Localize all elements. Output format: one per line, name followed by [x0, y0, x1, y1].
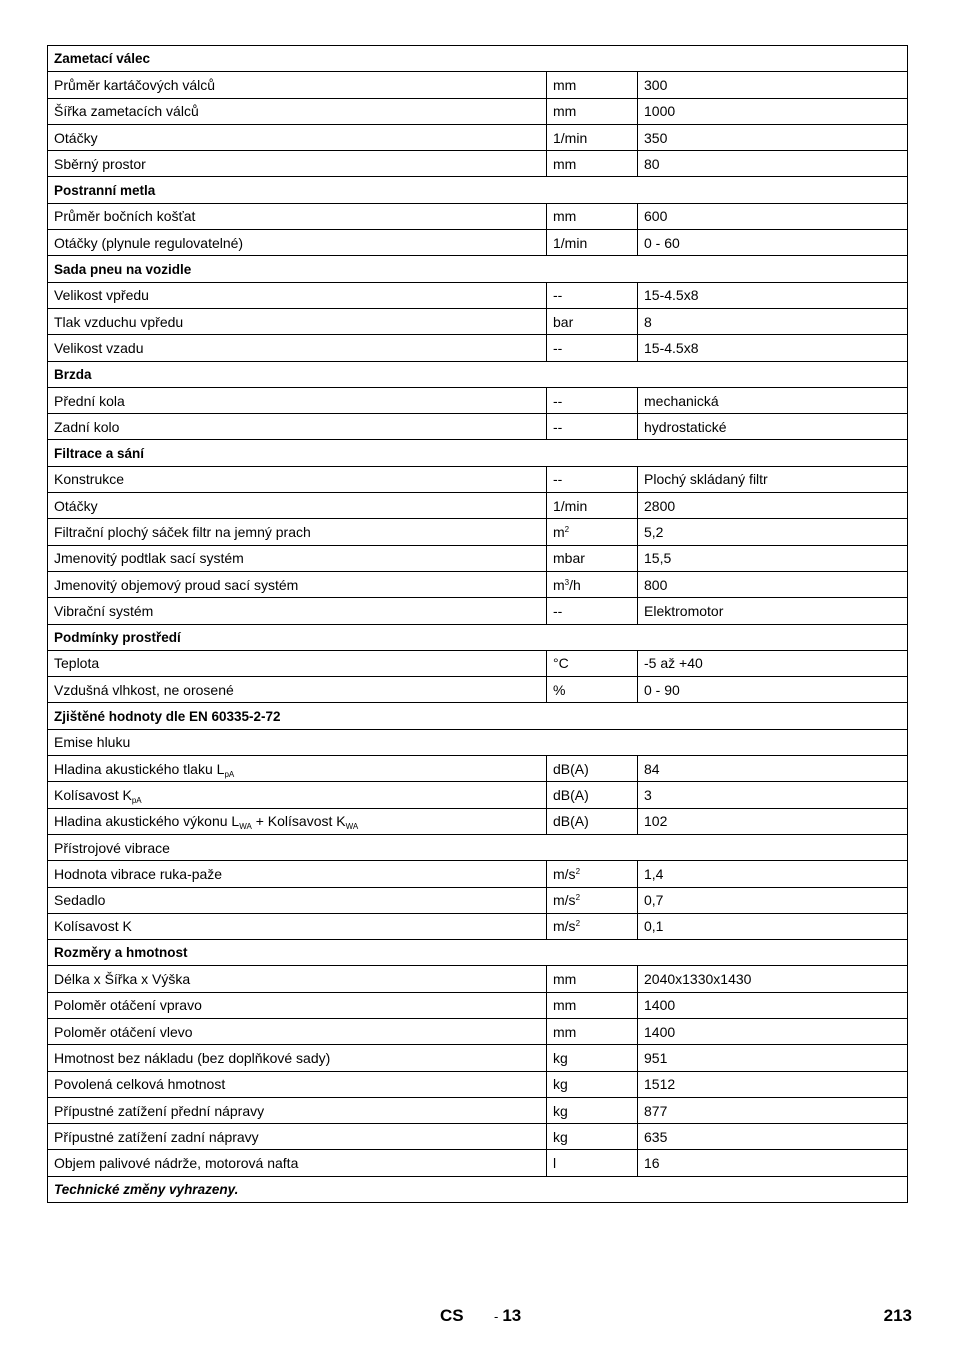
parameter-name: Jmenovitý podtlak sací systém — [48, 545, 547, 571]
value-cell: 1400 — [638, 992, 908, 1018]
unit-cell — [547, 519, 638, 545]
table-row — [48, 545, 908, 571]
parameter-name: Poloměr otáčení vlevo — [48, 1018, 547, 1044]
footer-dash: - — [494, 1309, 499, 1324]
value-cell: 1400 — [638, 1018, 908, 1044]
value-cell: 1000 — [638, 98, 908, 124]
text-part: m/s — [553, 918, 576, 935]
unit-cell: kg — [547, 1124, 638, 1150]
parameter-name: Filtrační plochý sáček filtr na jemný prach — [48, 519, 547, 545]
table-row — [48, 519, 908, 545]
unit-cell: -- — [547, 466, 638, 492]
subscript: pA — [224, 769, 235, 779]
value-cell: 84 — [638, 756, 908, 782]
table-row — [48, 387, 908, 413]
section-heading: Rozměry a hmotnost — [48, 940, 908, 966]
parameter-name: Zadní kolo — [48, 414, 547, 440]
value-cell: -5 až +40 — [638, 650, 908, 676]
unit-cell: dB(A) — [547, 782, 638, 808]
parameter-name: Teplota — [48, 650, 547, 676]
parameter-name: Vzdušná vlhkost, ne orosené — [48, 677, 547, 703]
value-cell: 15-4.5x8 — [638, 335, 908, 361]
text-part: m — [553, 576, 565, 593]
table-row — [48, 282, 908, 308]
text-part: m — [553, 523, 565, 540]
text-part: + Kolísavost K — [251, 813, 346, 830]
table-row — [48, 966, 908, 992]
unit-cell: -- — [547, 387, 638, 413]
table-row — [48, 677, 908, 703]
section-row — [48, 177, 908, 203]
table-row — [48, 466, 908, 492]
table-row — [48, 414, 908, 440]
superscript: 2 — [564, 524, 570, 534]
table-row — [48, 203, 908, 229]
value-cell: 877 — [638, 1097, 908, 1123]
table-row — [48, 151, 908, 177]
parameter-name: Průměr bočních košťat — [48, 203, 547, 229]
section-heading: Sada pneu na vozidle — [48, 256, 908, 282]
unit-cell: mm — [547, 98, 638, 124]
value-cell: 2040x1330x1430 — [638, 966, 908, 992]
unit-cell: 1/min — [547, 230, 638, 256]
superscript: 2 — [575, 919, 581, 929]
value-cell: mechanická — [638, 387, 908, 413]
parameter-name: Konstrukce — [48, 466, 547, 492]
value-cell: 102 — [638, 808, 908, 834]
table-row — [48, 1071, 908, 1097]
value-cell: 1,4 — [638, 861, 908, 887]
subsection-label: Emise hluku — [48, 729, 908, 755]
text-part: m/s — [553, 865, 576, 882]
section-heading: Brzda — [48, 361, 908, 387]
unit-cell: -- — [547, 335, 638, 361]
section-heading: Filtrace a sání — [48, 440, 908, 466]
unit-cell: mm — [547, 151, 638, 177]
value-cell: 0,7 — [638, 887, 908, 913]
section-row — [48, 46, 908, 72]
subsection-label: Přístrojové vibrace — [48, 834, 908, 860]
parameter-name — [48, 782, 547, 808]
value-cell: 80 — [638, 151, 908, 177]
parameter-name: Poloměr otáčení vpravo — [48, 992, 547, 1018]
value-cell: 1512 — [638, 1071, 908, 1097]
parameter-name: Velikost vpředu — [48, 282, 547, 308]
superscript: 2 — [575, 893, 581, 903]
unit-cell — [547, 861, 638, 887]
footer-page-number: 213 — [883, 1306, 912, 1325]
table-row — [48, 992, 908, 1018]
unit-cell: dB(A) — [547, 756, 638, 782]
section-heading: Zametací válec — [48, 46, 908, 72]
unit-cell: kg — [547, 1045, 638, 1071]
unit-cell — [547, 571, 638, 597]
value-cell: 3 — [638, 782, 908, 808]
text-part: Kolísavost K — [54, 786, 132, 803]
parameter-name: Jmenovitý objemový proud sací systém — [48, 571, 547, 597]
table-row — [48, 72, 908, 98]
subscript: pA — [131, 795, 142, 805]
value-cell: 300 — [638, 72, 908, 98]
unit-cell: mm — [547, 992, 638, 1018]
superscript: 3 — [564, 577, 570, 587]
unit-cell: mm — [547, 966, 638, 992]
parameter-name — [48, 756, 547, 782]
table-row — [48, 308, 908, 334]
unit-cell: -- — [547, 414, 638, 440]
subhead-row — [48, 729, 908, 755]
parameter-name: Průměr kartáčových válců — [48, 72, 547, 98]
table-row — [48, 808, 908, 834]
table-row — [48, 1124, 908, 1150]
unit-cell — [547, 887, 638, 913]
subscript: WA — [345, 822, 359, 832]
unit-cell: l — [547, 1150, 638, 1176]
parameter-name: Hodnota vibrace ruka-paže — [48, 861, 547, 887]
footer-local-page-number: 13 — [502, 1306, 522, 1325]
unit-cell: -- — [547, 598, 638, 624]
parameter-name: Kolísavost K — [48, 913, 547, 939]
value-cell: hydrostatické — [638, 414, 908, 440]
value-cell: 635 — [638, 1124, 908, 1150]
footnote-text: Technické změny vyhrazeny. — [48, 1176, 908, 1202]
parameter-name: Povolená celková hmotnost — [48, 1071, 547, 1097]
subscript: WA — [239, 822, 252, 832]
unit-cell: mm — [547, 203, 638, 229]
table-row — [48, 913, 908, 939]
section-heading: Zjištěné hodnoty dle EN 60335-2-72 — [48, 703, 908, 729]
parameter-name — [48, 808, 547, 834]
section-heading: Podmínky prostředí — [48, 624, 908, 650]
footer-language-code: CS — [440, 1306, 464, 1325]
section-row — [48, 624, 908, 650]
section-row — [48, 703, 908, 729]
value-cell: 0 - 60 — [638, 230, 908, 256]
value-cell: 15,5 — [638, 545, 908, 571]
parameter-name: Přední kola — [48, 387, 547, 413]
table-row — [48, 571, 908, 597]
value-cell: 15-4.5x8 — [638, 282, 908, 308]
table-row — [48, 1097, 908, 1123]
parameter-name: Otáčky — [48, 493, 547, 519]
value-cell: Plochý skládaný filtr — [638, 466, 908, 492]
unit-cell: kg — [547, 1071, 638, 1097]
unit-cell: mm — [547, 1018, 638, 1044]
value-cell: 0 - 90 — [638, 677, 908, 703]
subhead-row — [48, 834, 908, 860]
unit-cell: mbar — [547, 545, 638, 571]
footnote-row — [48, 1176, 908, 1202]
value-cell: 8 — [638, 308, 908, 334]
section-row — [48, 440, 908, 466]
table-row — [48, 598, 908, 624]
parameter-name: Tlak vzduchu vpředu — [48, 308, 547, 334]
value-cell: 0,1 — [638, 913, 908, 939]
unit-cell: -- — [547, 282, 638, 308]
parameter-name: Šířka zametacích válců — [48, 98, 547, 124]
table-row — [48, 493, 908, 519]
unit-cell: dB(A) — [547, 808, 638, 834]
value-cell: 600 — [638, 203, 908, 229]
parameter-name: Délka x Šířka x Výška — [48, 966, 547, 992]
table-row — [48, 335, 908, 361]
value-cell: 5,2 — [638, 519, 908, 545]
value-cell: 2800 — [638, 493, 908, 519]
parameter-name: Sedadlo — [48, 887, 547, 913]
table-row — [48, 1018, 908, 1044]
superscript: 2 — [575, 866, 581, 876]
text-part: /h — [569, 576, 581, 593]
unit-cell: mm — [547, 72, 638, 98]
table-row — [48, 230, 908, 256]
parameter-name: Objem palivové nádrže, motorová nafta — [48, 1150, 547, 1176]
unit-cell — [547, 913, 638, 939]
table-row — [48, 98, 908, 124]
unit-cell: 1/min — [547, 493, 638, 519]
unit-cell: °C — [547, 650, 638, 676]
value-cell: 800 — [638, 571, 908, 597]
parameter-name: Přípustné zatížení zadní nápravy — [48, 1124, 547, 1150]
table-row — [48, 756, 908, 782]
technical-data-table — [47, 45, 908, 1203]
parameter-name: Vibrační systém — [48, 598, 547, 624]
text-part: m/s — [553, 892, 576, 909]
unit-cell: bar — [547, 308, 638, 334]
parameter-name: Otáčky — [48, 124, 547, 150]
section-row — [48, 256, 908, 282]
parameter-name: Hmotnost bez nákladu (bez doplňkové sady) — [48, 1045, 547, 1071]
section-row — [48, 940, 908, 966]
table-row — [48, 1045, 908, 1071]
value-cell: 951 — [638, 1045, 908, 1071]
parameter-name: Sběrný prostor — [48, 151, 547, 177]
unit-cell: % — [547, 677, 638, 703]
value-cell: Elektromotor — [638, 598, 908, 624]
text-part: Hladina akustického tlaku L — [54, 760, 225, 777]
footer-local-page — [494, 1306, 521, 1326]
section-row — [48, 361, 908, 387]
parameter-name: Přípustné zatížení přední nápravy — [48, 1097, 547, 1123]
value-cell: 350 — [638, 124, 908, 150]
unit-cell: 1/min — [547, 124, 638, 150]
parameter-name: Otáčky (plynule regulovatelné) — [48, 230, 547, 256]
unit-cell: kg — [547, 1097, 638, 1123]
parameter-name: Velikost vzadu — [48, 335, 547, 361]
text-part: Hladina akustického výkonu L — [54, 813, 240, 830]
table-row — [48, 887, 908, 913]
table-row — [48, 650, 908, 676]
value-cell: 16 — [638, 1150, 908, 1176]
table-row — [48, 861, 908, 887]
section-heading: Postranní metla — [48, 177, 908, 203]
table-row — [48, 782, 908, 808]
table-row — [48, 1150, 908, 1176]
table-row — [48, 124, 908, 150]
